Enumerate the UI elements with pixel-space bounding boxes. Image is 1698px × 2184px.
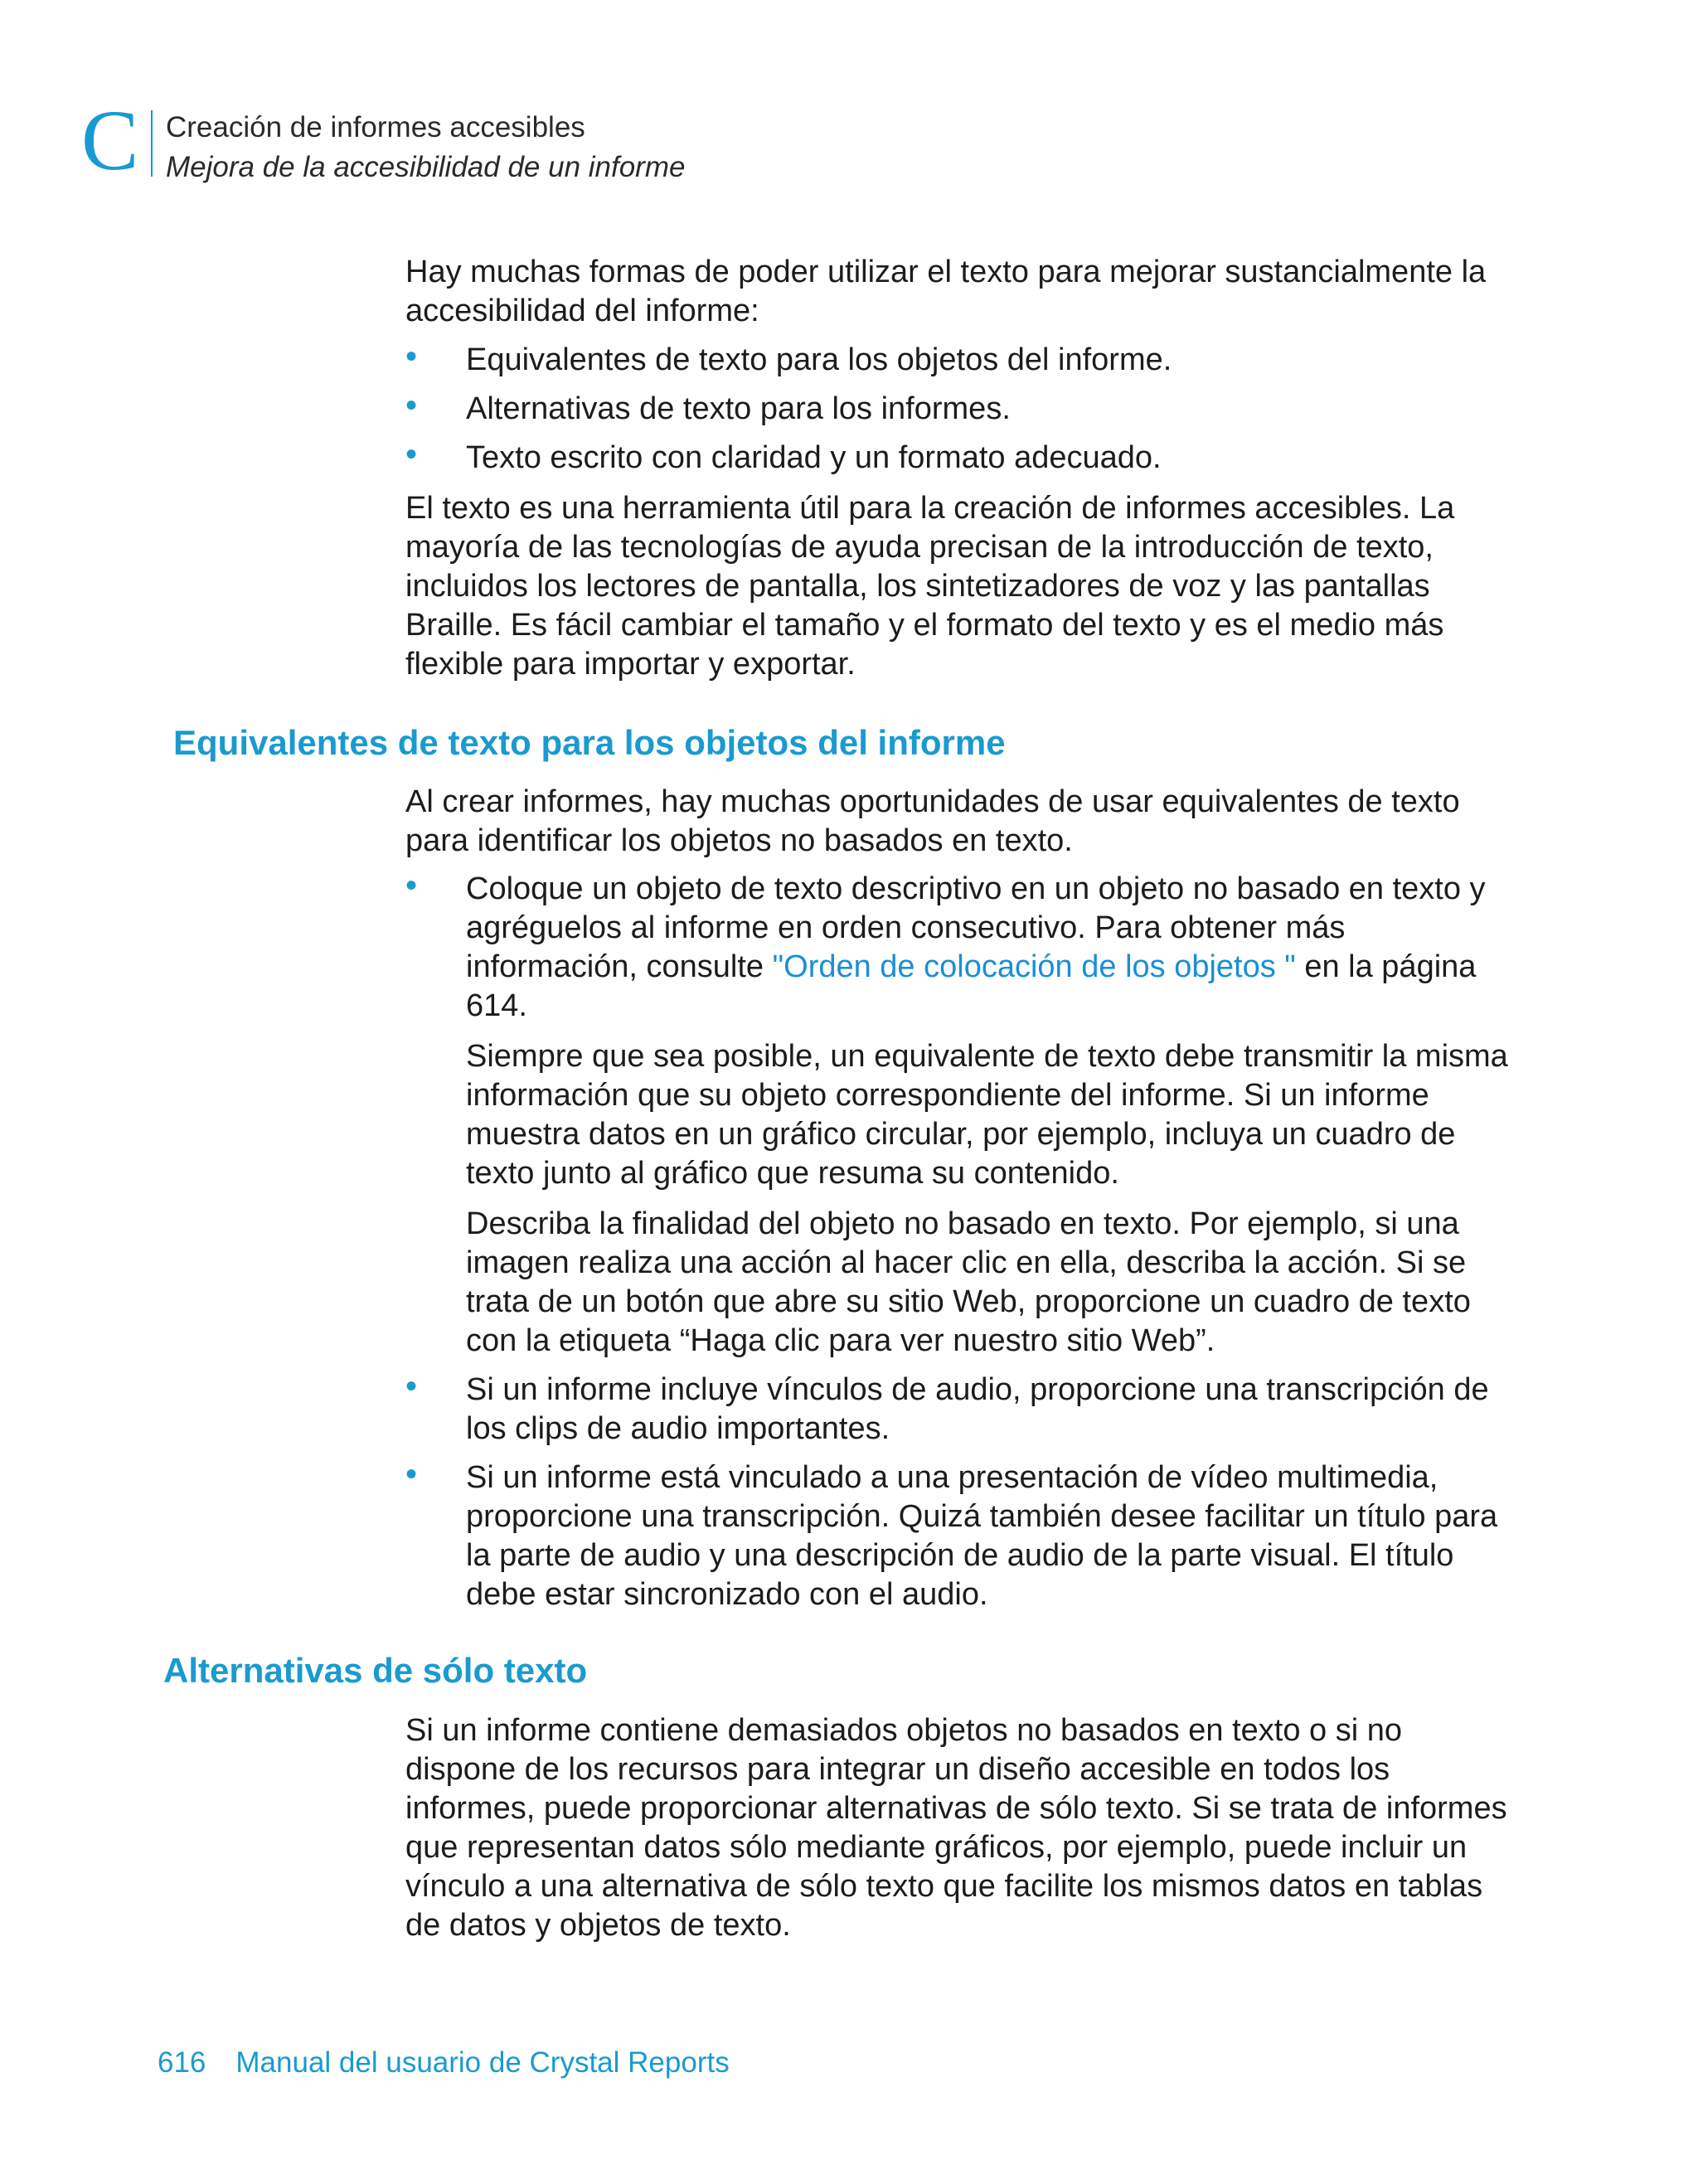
list-item — [405, 1368, 1516, 1449]
list-item-text: Si un informe incluye vínculos de audio, proporcione una transcripción de los clips de audio importantes. — [466, 1372, 1489, 1446]
list-item-text: Texto escrito con claridad y un formato adecuado. — [466, 440, 1162, 475]
section-heading-text-only-alternatives: Alternativas de sólo texto — [163, 1651, 588, 1690]
list-item — [405, 338, 1516, 380]
bullet-icon: • — [405, 867, 418, 904]
chapter-title: Creación de informes accesibles — [166, 111, 585, 143]
list-item-text: Alternativas de texto para los informes. — [466, 391, 1011, 426]
list-item-text: en la página 614. — [466, 949, 1477, 1023]
list-item — [405, 436, 1516, 478]
chapter-divider — [151, 110, 153, 177]
section1-bullet-list — [405, 867, 1516, 1624]
section-subtitle: Mejora de la accesibilidad de un informe — [166, 151, 686, 183]
bullet-icon: • — [405, 338, 418, 375]
intro-paragraph: Hay muchas formas de poder utilizar el texto para mejorar sustancialmente la accesibilidad del informe: — [405, 255, 1487, 328]
list-item-text: Equivalentes de texto para los objetos del informe. — [466, 342, 1172, 377]
section2-paragraph: Si un informe contiene demasiados objetos no basados en texto o si no dispone de los recursos para integrar un diseño accesible en todos los informes, puede proporcionar alternativas de sólo texto. Si se trata de informes que representan datos sólo mediante gráficos, por ejemplo, puede incluir un vínculo a una alternativa de sólo texto que facilite los mismos datos en tablas de datos y objetos de texto. — [405, 1713, 1507, 1943]
intro-paragraph-2: El texto es una herramienta útil para la creación de informes accesibles. La mayoría de las tecnologías de ayuda precisan de la introducción de texto, incluidos los lectores de pantalla, los sintetizadores de voz y las pantallas Braille. Es fácil cambiar el tamaño y el formato del texto y es el medio más flexible para importar y exportar. — [405, 491, 1455, 682]
list-item — [405, 867, 1516, 1361]
intro-bullet-list — [405, 338, 1516, 488]
section-heading-text-equivalents: Equivalentes de texto para los objetos del informe — [173, 723, 1006, 762]
chapter-letter: C — [81, 93, 139, 188]
list-item-paragraph: Describa la finalidad del objeto no basado en texto. Por ejemplo, si una imagen realiza una acción al hacer clic en ella, describa la acción. Si se trata de un botón que abre su sitio Web, proporcione un cuadro de texto con la etiqueta “Haga clic para ver nuestro sitio Web”. — [466, 1206, 1471, 1358]
bullet-icon: • — [405, 436, 418, 473]
list-item — [405, 387, 1516, 429]
bullet-icon: • — [405, 1368, 418, 1405]
book-title: Manual del usuario de Crystal Reports — [235, 2046, 730, 2079]
cross-reference-link[interactable]: "Orden de colocación de los objetos " — [772, 949, 1296, 984]
page-number: 616 — [158, 2046, 206, 2079]
list-item-text: Si un informe está vinculado a una presentación de vídeo multimedia, proporcione una transcripción. Quizá también desee facilitar un título para la parte de audio y una descripción de audio de la parte visual. El título debe estar sincronizado con el audio. — [466, 1460, 1498, 1612]
list-item — [405, 1458, 1516, 1614]
bullet-icon: • — [405, 387, 418, 424]
bullet-icon: • — [405, 1456, 418, 1492]
list-item-paragraph: Siempre que sea posible, un equivalente de texto debe transmitir la misma información que su objeto correspondiente del informe. Si un informe muestra datos en un gráfico circular, por ejemplo, incluya un cuadro de texto junto al gráfico que resuma su contenido. — [466, 1039, 1508, 1191]
list-item-text: Coloque un objeto de texto descriptivo en un objeto no basado en texto y agréguelos al informe en orden consecutivo. Para obtener más información, consulte — [466, 871, 1486, 984]
page-footer — [158, 2046, 730, 2080]
section1-paragraph: Al crear informes, hay muchas oportunidades de usar equivalentes de texto para identificar los objetos no basados en texto. — [405, 784, 1460, 858]
